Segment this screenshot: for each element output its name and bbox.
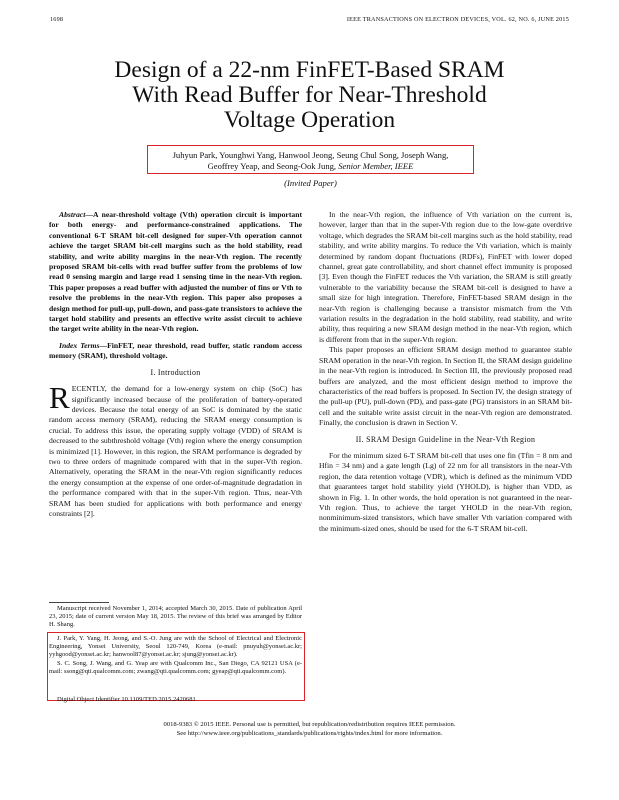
title-line-2: With Read Buffer for Near-Threshold	[132, 82, 487, 108]
right-paragraph-2: This paper proposes an efficient SRAM design method to guarantee stable SRAM operation in the near-Vth region. In Section II, the SRAM design guideline in the near-Vth region is introduced. In Section III, the previously proposed read buffers are analyzed, and the most efficient design method to improve the characteristics of the read buffers is proposed. In Section IV, the design strategy of the pull-up (PU), pull-down (PD), and pass-gate (PG) transistors in an SRAM bit-cell and the suitable write assist circuit in the near-Vth region are demonstrated. Finally, the conclusion is drawn in Section V.	[319, 345, 572, 428]
invited-paper-note: (Invited Paper)	[284, 178, 337, 188]
received-note: Manuscript received November 1, 2014; accepted March 30, 2015. Date of publication April 23, 2015; date of current version May 18, 2015. The review of this brief was arranged by Editor H. Shang.	[49, 605, 302, 629]
authors-line-2	[150, 161, 471, 172]
drop-cap: R	[49, 380, 70, 416]
page-number: 1698	[50, 16, 64, 23]
index-terms	[49, 341, 302, 362]
paper-title	[60, 58, 559, 133]
introduction-text: ECENTLY, the demand for a low-energy system on chip (SoC) has significantly increased because of the proliferation of battery-operated devices. Because the total energy of an SoC is dominated by the static random access memory (SRAM), reducing the SRAM energy consumption is crucial. To address this issue, the operating supply voltage (VDD) of SRAM is decreased to the subthreshold voltage (Vth) region where the energy consumption is minimized [1]. However, in this region, the SRAM performance is degraded by two to three orders of magnitude compared with that in the super-Vth region. Alternatively, operating the SRAM in the near-Vth region significantly reduces the energy consumption at the expense of one order-of-magnitude degradation in the performance compared with that in the super-Vth region. Thus, near-Vth SRAM has been studied for applications with both performance and energy constraints [2].	[49, 384, 302, 518]
author-membership: Senior Member, IEEE	[338, 160, 414, 171]
abstract-lead: Abstract	[59, 210, 86, 219]
copyright-footer	[80, 721, 539, 738]
affiliation-qualcomm: S. C. Song, J. Wang, and G. Yeap are with Qualcomm Inc., San Diego, CA 92121 USA (e-mail: ssong@qti.qualcomm.com; zwang@qti.qualcomm.com; gyeap@qti.qualcomm.com).	[49, 659, 302, 675]
abstract-body: —A near-threshold voltage (Vth) operation circuit is important for both energy- and performance-constrained applications. The conventional 6-T SRAM bit-cell designed for super-Vth operation cannot achieve the target SRAM bit-cell margins such as the hold stability, read stability, and write ability margins in the near-Vth region. The recently proposed SRAM bit-cells with read buffer suffer from the problems of low read 0 sensing margin and large read 1 sensing time in the near-Vth region. This paper proposes a read buffer with adjusted the number of fins or Vth to resolve the problems in the near-Vth region. This paper also proposes a design method for pull-up, pull-down, and pass-gate transistors to achieve the target hold stability and presents an effective write assist circuit to achieve the target write ability in the near-Vth region.	[49, 210, 302, 334]
author-list	[150, 150, 471, 171]
index-terms-lead: Index Terms	[59, 340, 100, 350]
abstract	[49, 210, 302, 335]
doi-line: Digital Object Identifier 10.1109/TED.2015.2420681	[57, 696, 196, 703]
section-heading-introduction: I. Introduction	[150, 367, 201, 377]
journal-header: IEEE TRANSACTIONS ON ELECTRON DEVICES, VOL. 62, NO. 6, JUNE 2015	[346, 16, 569, 23]
right-paragraph-3: For the minimum sized 6-T SRAM bit-cell that uses one fin (Tfin = 8 nm and Hfin = 34 nm) and a gate length (Lg) of 22 nm for all transistors in the near-Vth region, the data retention voltage (VDR), which is defined as the minimum VDD that guarantees target hold stability yield (YHOLD), is higher than VDD, as shown in Fig. 1. In other words, the hold operation is not guaranteed in the near-Vth region. Thus, to achieve the target YHOLD in the near-Vth region, nonminimum-sized transistors, which have smaller Vth variation compared with the minimum-sized ones, should be used for the 6-T SRAM bit-cell.	[319, 450, 572, 533]
title-line-3: Voltage Operation	[223, 107, 396, 133]
right-column	[319, 210, 572, 534]
right-paragraph-1: In the near-Vth region, the influence of Vth variation on the current is, however, larger than that in the super-Vth region due to the low-gate overdrive voltage, which degrades the SRAM bit-cell margins such as the hold stability, read stability, and write ability margins. To reduce the Vth variation, which is mainly determined by random dopant fluctuations (RDFs), FinFET with lower doped channel, great gate controllability, and short channel effect immunity is proposed [3]. Even though the FinFET reduces the Vth variation, the SRAM is still greatly vulnerable to the variability because the SRAM bit-cell is designed to have a small size for high integration. Therefore, FinFET-based SRAM design in the near-Vth region is challenging because a transistor mismatch from the Vth variation results in the degradation in the hold stability, read stability, and write ability, thus requiring a new SRAM design method in the near-Vth region, which is different from that in the super-Vth region.	[319, 210, 572, 344]
authors-line-1: Juhyun Park, Younghwi Yang, Hanwool Jeong, Seung Chul Song, Joseph Wang,	[172, 150, 449, 160]
section-heading-design-guideline: II. SRAM Design Guideline in the Near-Vth Region	[355, 434, 536, 444]
index-terms-body: —FinFET, near threshold, read buffer, static random access memory (SRAM), threshold voltage.	[49, 340, 302, 361]
authors-line-2-names: Geoffrey Yeap, and Seong-Ook Jung,	[207, 160, 339, 171]
footer-line-1: 0018-9383 © 2015 IEEE. Personal use is permitted, but republication/redistribution requires IEEE permission.	[163, 721, 456, 728]
footnote-rule	[49, 602, 109, 603]
footnote-affiliations	[49, 635, 302, 676]
affiliation-yonsei: J. Park, Y. Yang, H. Jeong, and S.-O. Jung are with the School of Electrical and Electronic Engineering, Yonsei University, Seoul 120-749, Korea (e-mail: pnuyuh@yonsei.ac.kr; yyhgood@yonsei.ac.kr; hanwool87@yonsei.ac.kr; sjung@yonsei.ac.kr).	[49, 635, 302, 659]
left-column	[49, 210, 302, 519]
running-header	[50, 16, 569, 28]
title-line-1: Design of a 22-nm FinFET-Based SRAM	[114, 57, 505, 83]
footnote-doi	[49, 696, 302, 704]
introduction-paragraph	[49, 380, 302, 519]
footer-line-2: See http://www.ieee.org/publications_standards/publications/rights/index.html for more information.	[176, 729, 443, 737]
footnote-received	[49, 605, 302, 630]
